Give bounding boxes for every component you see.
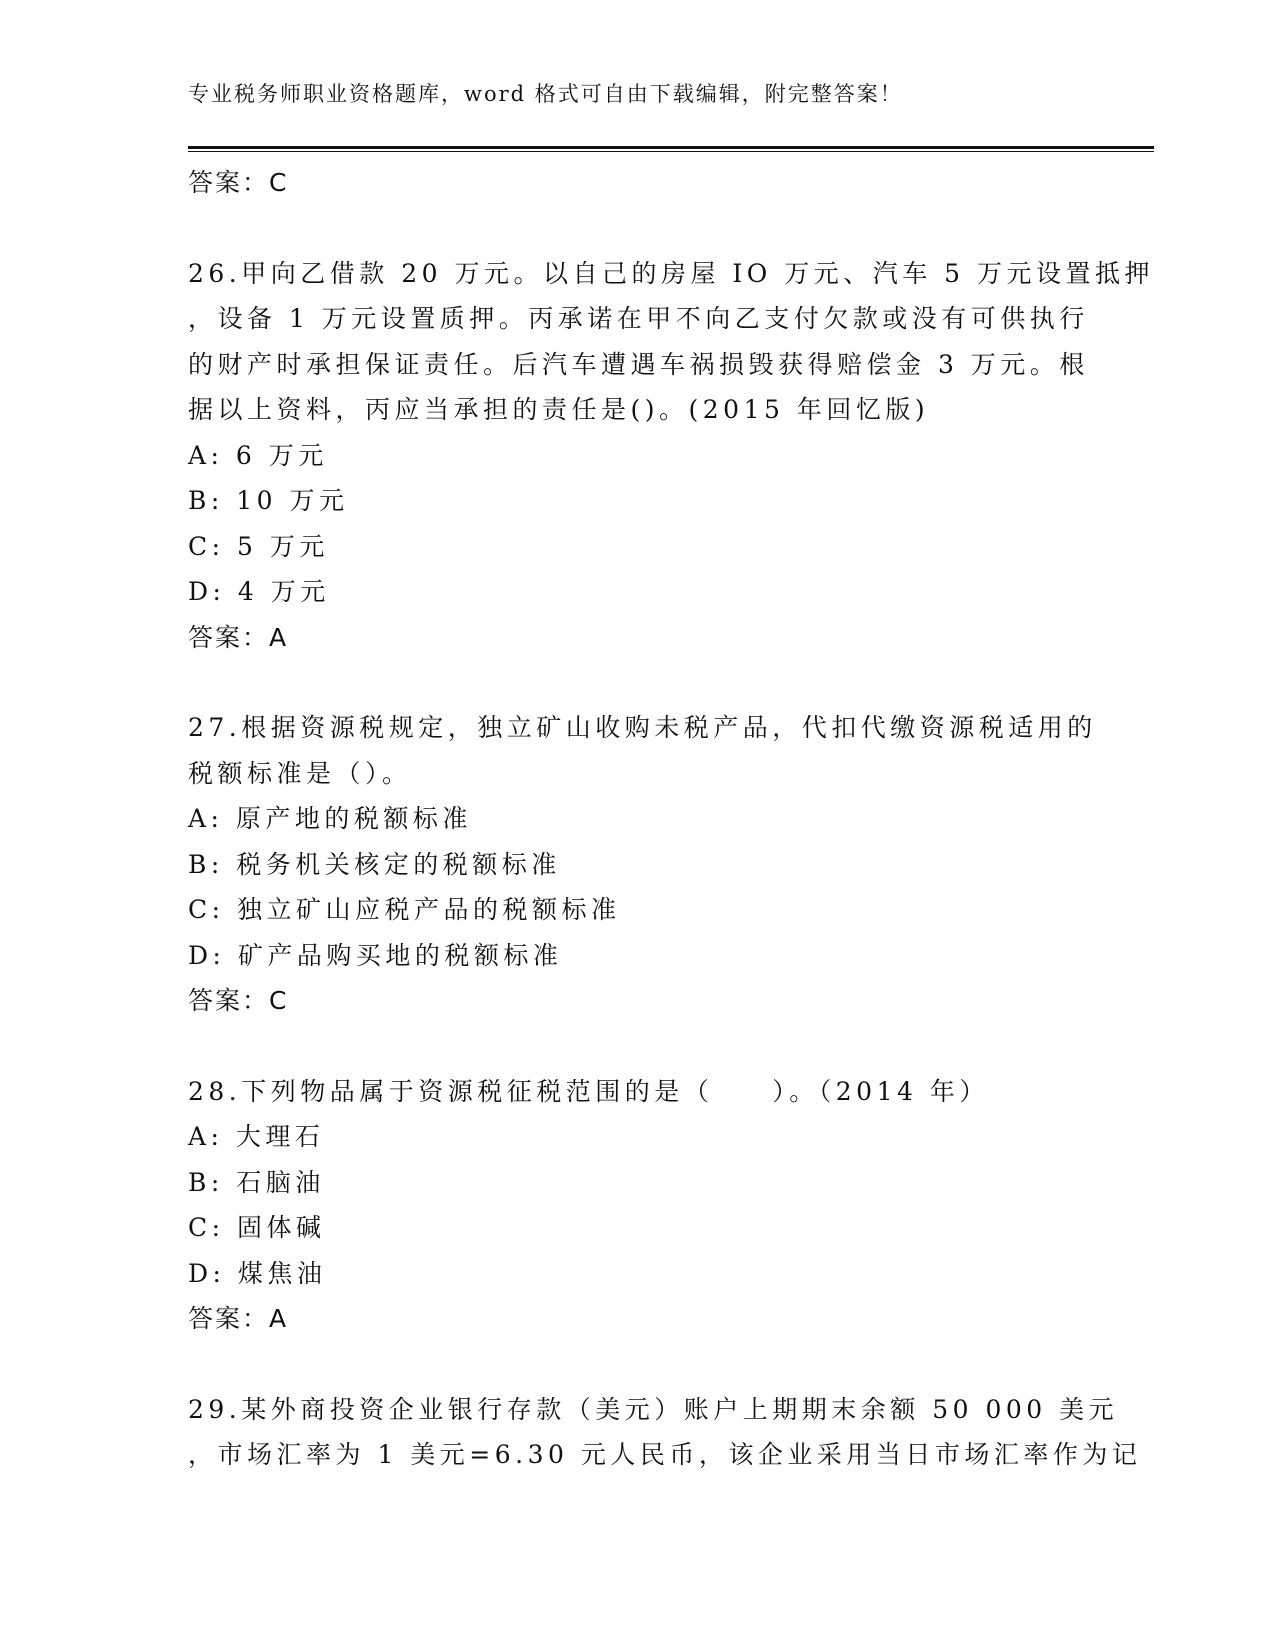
question-text-line: 26.甲向乙借款 20 万元。以自己的房屋 IO 万元、汽车 5 万元设置抵押 <box>188 258 1155 288</box>
header-divider <box>188 146 1154 152</box>
option-d: D: 4 万元 <box>188 577 330 606</box>
option-c: C: 独立矿山应税产品的税额标准 <box>188 895 621 924</box>
option-b: B: 10 万元 <box>188 486 349 515</box>
question-29 <box>188 1387 1142 1478</box>
question-27 <box>188 705 1097 1024</box>
option-c: C: 5 万元 <box>188 531 329 561</box>
question-text-line: ，市场汇率为 1 美元=6.30 元人民币，该企业采用当日市场汇率作为记 <box>188 1440 1142 1469</box>
answer: 答案：C <box>188 986 289 1015</box>
question-text-line: ，设备 1 万元设置质押。丙承诺在甲不向乙支付欠款或没有可供执行 <box>188 304 1089 333</box>
option-a: A: 原产地的税额标准 <box>188 804 472 833</box>
question-28 <box>188 1069 1088 1342</box>
option-b: B: 税务机关核定的税额标准 <box>188 849 561 879</box>
question-text-line: 税额标准是（）。 <box>188 758 412 788</box>
question-text-line: 的财产时承担保证责任。后汽车遭遇车祸损毁获得赔偿金 3 万元。根 <box>188 349 1089 379</box>
option-c: C: 固体碱 <box>188 1213 326 1242</box>
option-a: A: 大理石 <box>188 1122 325 1151</box>
document-body <box>188 160 1155 1478</box>
option-a: A: 6 万元 <box>188 440 328 470</box>
answer: 答案：A <box>188 622 289 652</box>
question-text-line: 29.某外商投资企业银行存款（美元）账户上期期末余额 50 000 美元 <box>188 1394 1119 1424</box>
question-text-line: 28.下列物品属于资源税征税范围的是（ ）。（2014 年） <box>188 1076 989 1106</box>
option-b: B: 石脑油 <box>188 1167 325 1197</box>
page-header: 专业税务师职业资格题库，word 格式可自由下载编辑，附完整答案！ <box>188 82 903 106</box>
prev-answer: 答案：C <box>188 168 289 197</box>
question-26 <box>188 251 1155 661</box>
question-text-line: 据以上资料，丙应当承担的责任是()。(2015 年回忆版) <box>188 395 930 424</box>
option-d: D: 煤焦油 <box>188 1258 327 1288</box>
option-d: D: 矿产品购买地的税额标准 <box>188 940 563 970</box>
answer: 答案：A <box>188 1304 289 1333</box>
question-text-line: 27.根据资源税规定，独立矿山收购未税产品，代扣代缴资源税适用的 <box>188 713 1097 742</box>
